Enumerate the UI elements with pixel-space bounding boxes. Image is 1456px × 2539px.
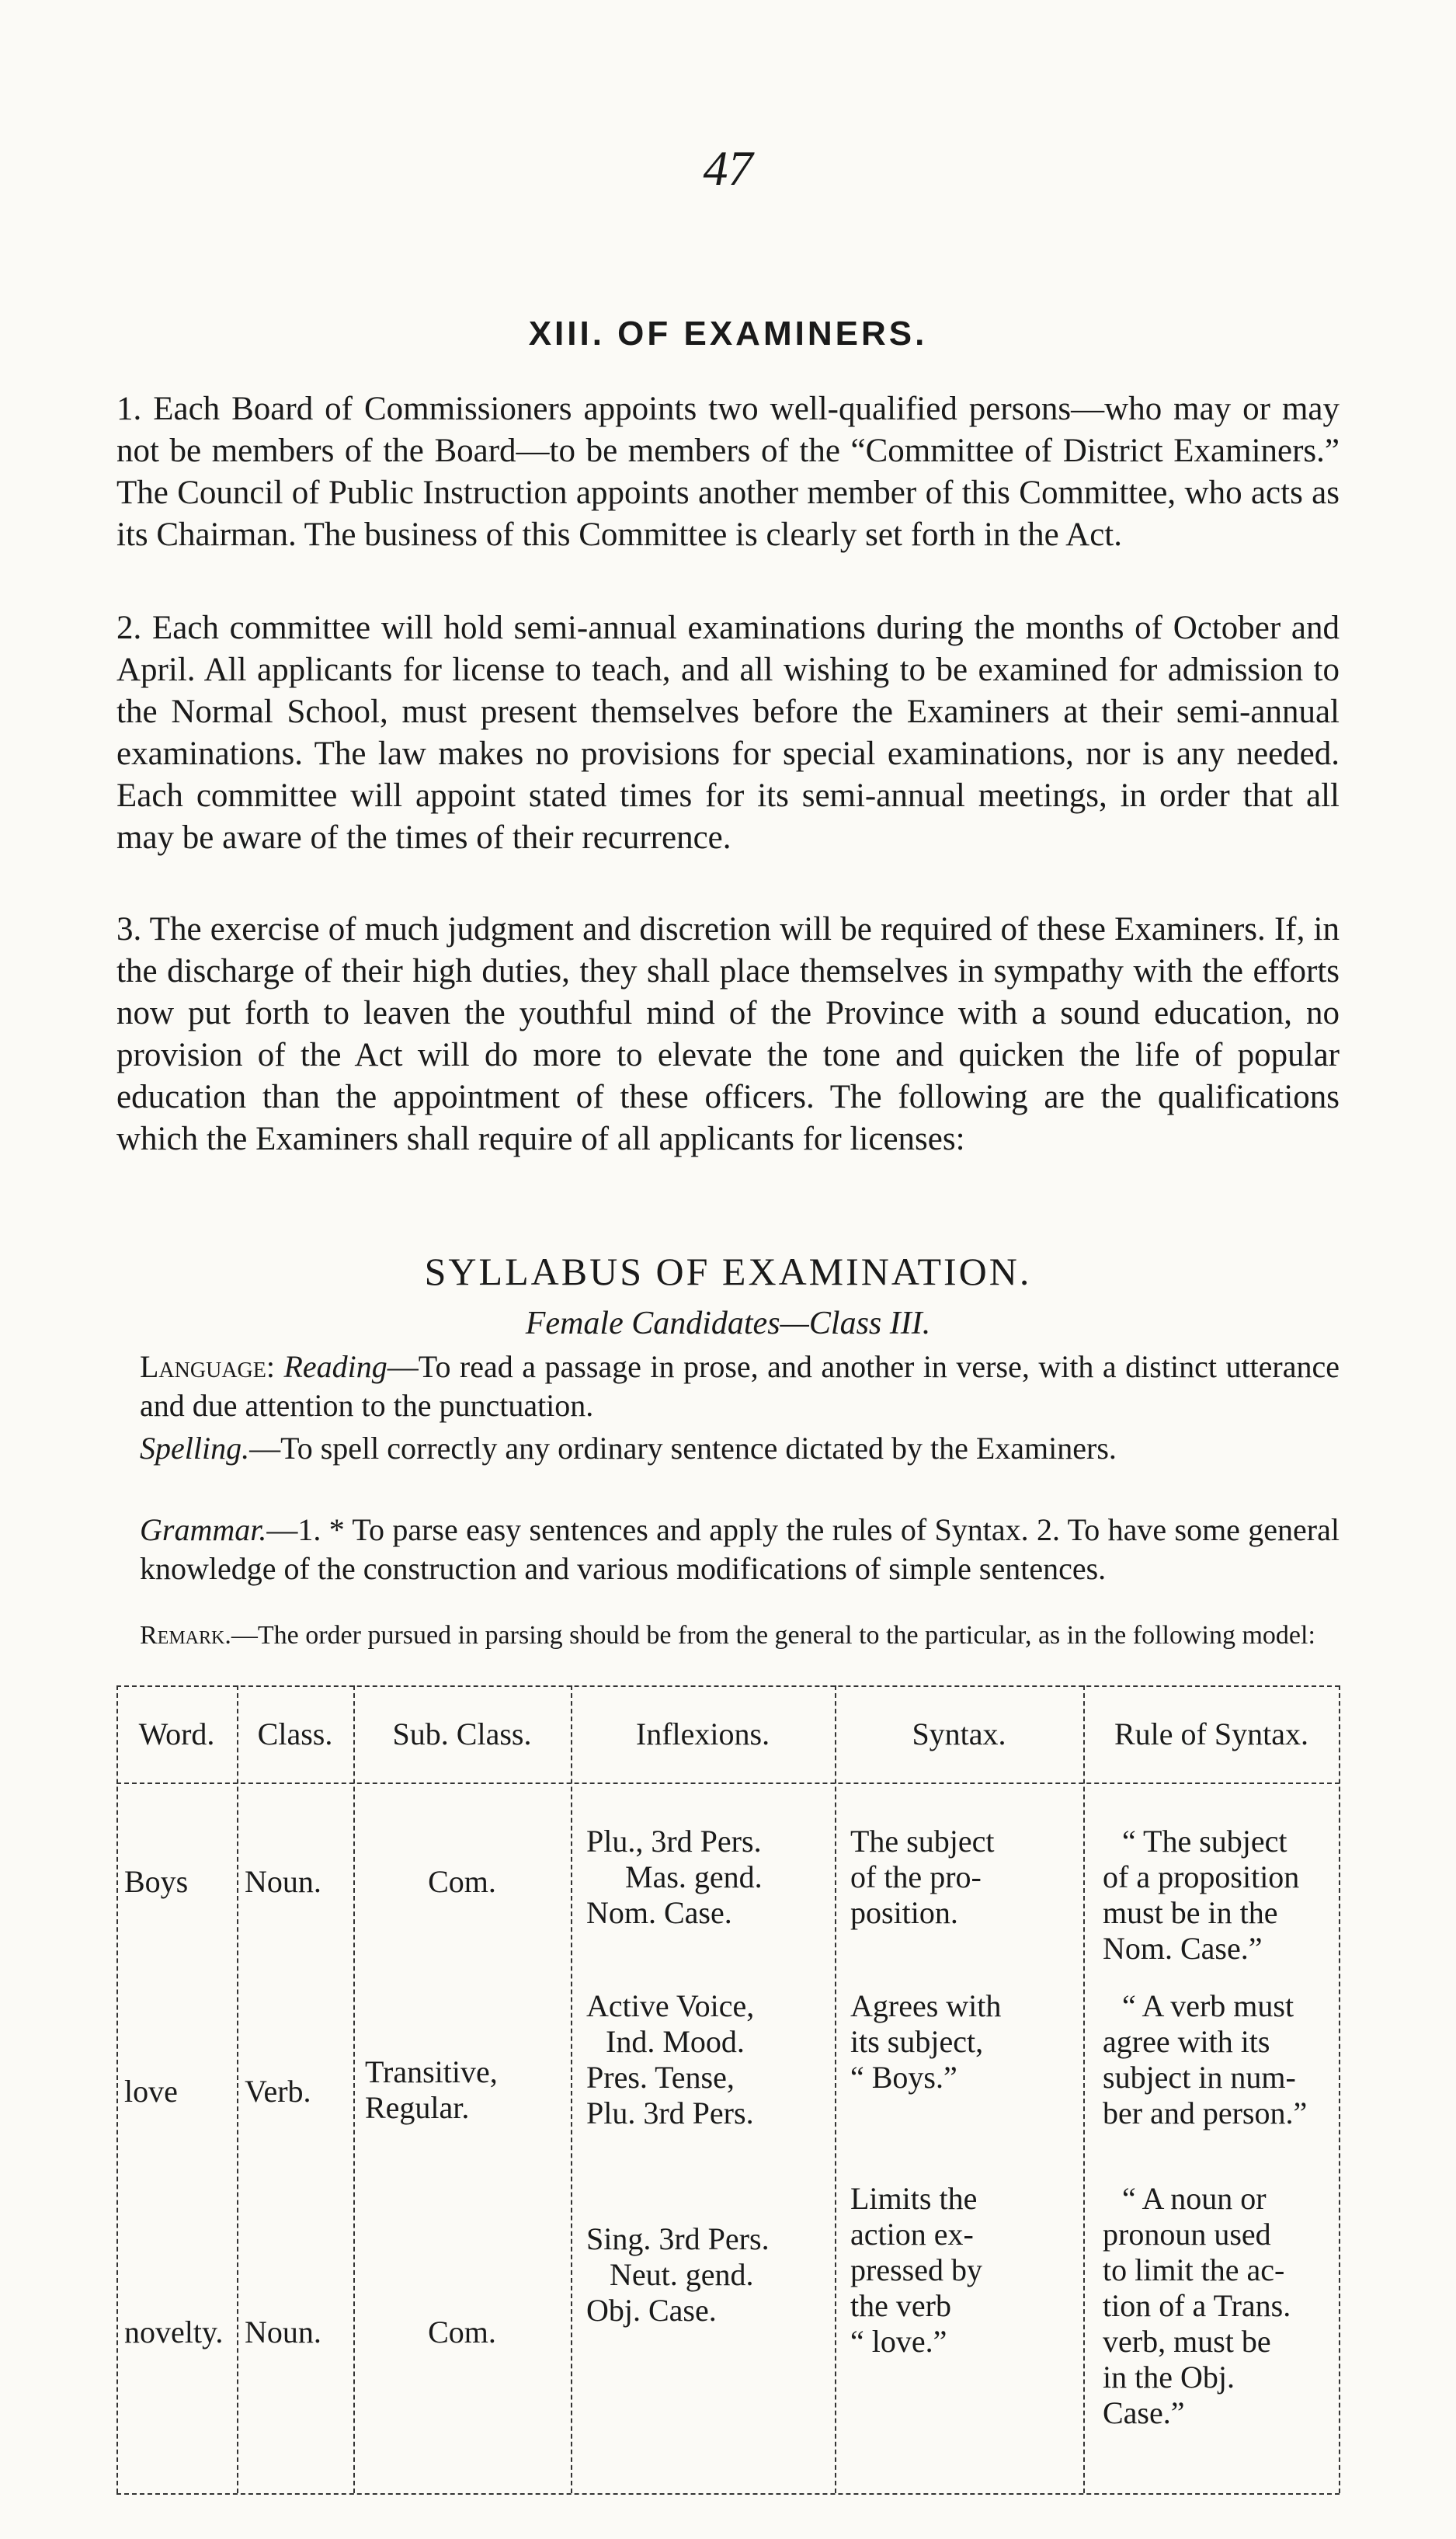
rule-line: of a proposition bbox=[1103, 1859, 1300, 1894]
inflexion-line: Nom. Case. bbox=[586, 1895, 732, 1930]
rule-line: to limit the ac- bbox=[1103, 2252, 1285, 2287]
syllabus-subtitle: Female Candidates—Class III. bbox=[525, 1306, 931, 1341]
spelling-label: Spelling. bbox=[140, 1431, 250, 1466]
syntax-line: “ Boys.” bbox=[850, 2060, 957, 2095]
syntax-line: of the pro- bbox=[850, 1859, 982, 1894]
rule-line: pronoun used bbox=[1103, 2217, 1271, 2252]
row-class: Noun. bbox=[245, 1864, 321, 1899]
column-rule bbox=[237, 1685, 238, 2493]
row-sub-class: Com. bbox=[428, 1864, 496, 1899]
table-rule bbox=[116, 1685, 1340, 1687]
row-rule bbox=[1103, 2181, 1291, 2431]
row-word: love bbox=[124, 2074, 178, 2109]
grammar-label: Grammar. bbox=[140, 1512, 267, 1547]
rule-line: Case.” bbox=[1103, 2395, 1185, 2430]
row-inflexions bbox=[586, 2221, 770, 2329]
sub-class-line: Transitive, bbox=[365, 2054, 498, 2089]
rule-line: subject in num- bbox=[1103, 2060, 1296, 2095]
language-label: Language: bbox=[140, 1349, 275, 1384]
column-rule bbox=[835, 1685, 836, 2493]
syntax-line: Limits the bbox=[850, 2181, 978, 2216]
row-sub-class bbox=[365, 2054, 498, 2126]
rule-line: Nom. Case.” bbox=[1103, 1931, 1263, 1966]
row-syntax bbox=[850, 2181, 982, 2360]
header-word: Word. bbox=[138, 1716, 215, 1751]
row-word: novelty. bbox=[124, 2315, 224, 2349]
syntax-line: The subject bbox=[850, 1824, 995, 1859]
column-rule bbox=[116, 1685, 118, 2493]
header-rule: Rule of Syntax. bbox=[1114, 1716, 1308, 1751]
rule-line: “ The subject bbox=[1122, 1824, 1287, 1859]
remark-label: Remark. bbox=[140, 1621, 231, 1650]
language-paragraph bbox=[140, 1348, 1340, 1425]
page-number: 47 bbox=[703, 141, 753, 196]
inflexion-line: Neut. gend. bbox=[610, 2257, 754, 2292]
header-syntax: Syntax. bbox=[912, 1716, 1006, 1751]
header-class: Class. bbox=[257, 1716, 333, 1751]
header-sub-class: Sub. Class. bbox=[392, 1716, 532, 1751]
row-rule bbox=[1103, 1988, 1307, 2131]
rule-line: ber and person.” bbox=[1103, 2096, 1308, 2130]
grammar-paragraph bbox=[140, 1511, 1340, 1588]
spelling-text: —To spell correctly any ordinary sentence dictated by the Examiners. bbox=[249, 1431, 1117, 1466]
syllabus-title: SYLLABUS OF EXAMINATION. bbox=[424, 1250, 1032, 1293]
syntax-line: pressed by bbox=[850, 2252, 982, 2287]
column-rule bbox=[1339, 1685, 1340, 2493]
paragraph-1: 1. Each Board of Commissioners appoints two well-qualified persons—who may or may not be members of the Board—to be members of the “Committee of District Examiners.” The Council of Public Instruction appoints another member of this Committee, who acts as its Chairman. The business of this Committee is clearly set forth in the Act. bbox=[116, 391, 1340, 553]
column-rule bbox=[1083, 1685, 1085, 2493]
inflexion-line: Active Voice, bbox=[586, 1988, 755, 2023]
syntax-line: Agrees with bbox=[850, 1988, 1002, 2023]
column-rule bbox=[571, 1685, 572, 2493]
rule-line: agree with its bbox=[1103, 2024, 1270, 2059]
row-syntax bbox=[850, 1988, 1001, 2096]
syntax-line: “ love.” bbox=[850, 2324, 947, 2359]
paragraph-3: 3. The exercise of much judgment and discretion will be required of these Examiners. If, in the discharge of their high duties, they shall place themselves in sympathy with the efforts now put forth to leaven the youthful mind of the Province with a sound education, no provision of the Act will do more to elevate the tone and quicken the life of popular education than the appointment of these officers. The following are the qualifications which the Examiners shall require of all applicants for licenses: bbox=[116, 911, 1340, 1157]
header-inflexions: Inflexions. bbox=[635, 1716, 770, 1751]
section-title: XIII. OF EXAMINERS. bbox=[528, 315, 928, 353]
sub-class-line: Regular. bbox=[365, 2090, 470, 2125]
row-class: Noun. bbox=[245, 2315, 321, 2349]
inflexion-line: Mas. gend. bbox=[625, 1859, 763, 1894]
inflexion-line: Obj. Case. bbox=[586, 2293, 717, 2328]
syntax-line: position. bbox=[850, 1895, 958, 1930]
row-class: Verb. bbox=[245, 2074, 311, 2109]
reading-label: Reading bbox=[283, 1349, 387, 1384]
row-syntax bbox=[850, 1824, 995, 1931]
rule-line: must be in the bbox=[1103, 1895, 1278, 1930]
table-rule bbox=[116, 2493, 1340, 2495]
syntax-line: the verb bbox=[850, 2288, 951, 2323]
syntax-line: action ex- bbox=[850, 2217, 974, 2252]
remark-text: —The order pursued in parsing should be from the general to the particular, as in the following model: bbox=[231, 1621, 1315, 1650]
inflexion-line: Plu., 3rd Pers. bbox=[586, 1824, 762, 1859]
grammar-text: —1. * To parse easy sentences and apply the rules of Syntax. 2. To have some general knowledge of the construction and various modifications of simple sentences. bbox=[140, 1512, 1340, 1586]
inflexion-line: Plu. 3rd Pers. bbox=[586, 2096, 754, 2130]
row-rule bbox=[1103, 1824, 1299, 1967]
inflexion-line: Ind. Mood. bbox=[606, 2024, 745, 2059]
column-rule bbox=[353, 1685, 355, 2493]
rule-line: tion of a Trans. bbox=[1103, 2288, 1291, 2323]
paragraph-2: 2. Each committee will hold semi-annual examinations during the months of October and April. All applicants for license to teach, and all wishing to be examined for admission to the Normal School, must present themselves before the Examiners at their semi-annual examinations. The law makes no provisions for special examinations, nor is any needed. Each committee will appoint stated times for its semi-annual meetings, in order that all may be aware of the times of their recurrence. bbox=[116, 610, 1340, 856]
row-sub-class: Com. bbox=[428, 2315, 496, 2349]
table-rule bbox=[116, 1783, 1340, 1784]
row-word: Boys bbox=[124, 1864, 189, 1899]
reading-text: —To read a passage in prose, and another in verse, with a distinct utterance and due attention to the punctuation. bbox=[140, 1349, 1340, 1423]
row-inflexions bbox=[586, 1824, 763, 1931]
rule-line: “ A noun or bbox=[1122, 2181, 1267, 2216]
remark-paragraph bbox=[140, 1619, 1340, 1652]
parsing-table bbox=[116, 1685, 1340, 2493]
syntax-line: its subject, bbox=[850, 2024, 984, 2059]
inflexion-line: Sing. 3rd Pers. bbox=[586, 2221, 770, 2256]
rule-line: in the Obj. bbox=[1103, 2360, 1235, 2395]
row-inflexions bbox=[586, 1988, 754, 2131]
rule-line: “ A verb must bbox=[1122, 1988, 1294, 2023]
rule-line: verb, must be bbox=[1103, 2324, 1271, 2359]
inflexion-line: Pres. Tense, bbox=[586, 2060, 735, 2095]
spelling-paragraph bbox=[140, 1429, 1340, 1468]
